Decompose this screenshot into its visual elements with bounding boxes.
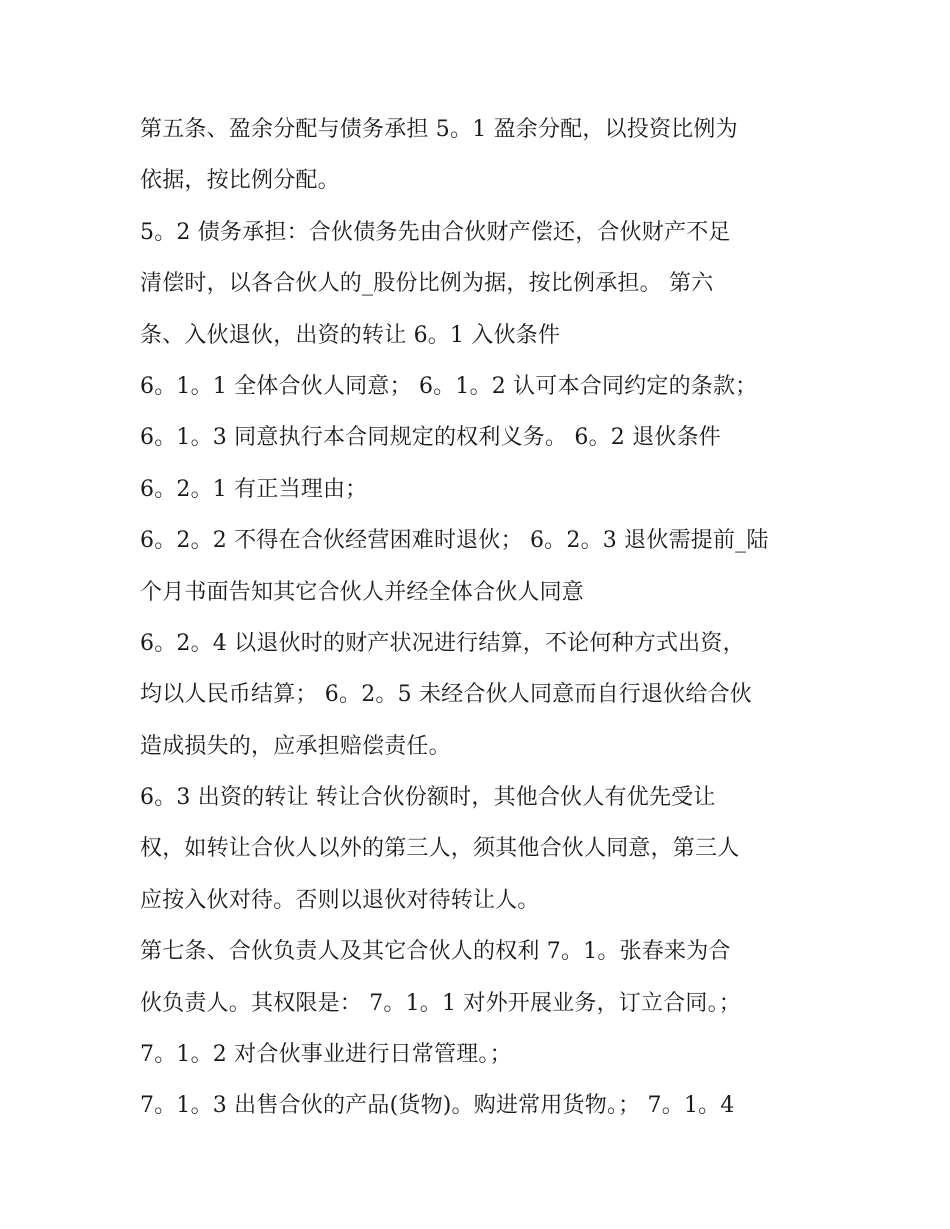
document-body bbox=[140, 104, 820, 1132]
text-line: 依据，按比例分配。 bbox=[140, 168, 340, 194]
text-line: 6。3 出资的转让 转让合伙份额时，其他合伙人有优先受让 bbox=[140, 785, 716, 811]
text-line: 造成损失的，应承担赔偿责任。 bbox=[140, 733, 451, 759]
text-line: 7。1。2 对合伙事业进行日常管理。； bbox=[140, 1042, 512, 1068]
text-line: 清偿时，以各合伙人的_股份比例为据，按比例承担。 第六 bbox=[140, 271, 714, 297]
text-line: 第七条、合伙负责人及其它合伙人的权利 7。1。张春来为合 bbox=[140, 939, 731, 965]
text-line: 5。2 债务承担：合伙债务先由合伙财产偿还，合伙财产不足 bbox=[140, 219, 731, 245]
text-line: 6。2。4 以退伙时的财产状况进行结算，不论何种方式出资， bbox=[140, 630, 745, 656]
text-line: 6。1。1 全体合伙人同意； 6。1。2 认可本合同约定的条款； bbox=[140, 373, 758, 399]
text-line: 条、入伙退伙，出资的转让 6。1 入伙条件 bbox=[140, 322, 561, 348]
text-line: 应按入伙对待。否则以退伙对待转让人。 bbox=[140, 887, 540, 913]
text-line: 权，如转让合伙人以外的第三人，须其他合伙人同意，第三人 bbox=[140, 836, 740, 862]
text-line: 个月书面告知其它合伙人并经全体合伙人同意 bbox=[140, 579, 585, 605]
text-line: 第五条、盈余分配与债务承担 5。1 盈余分配，以投资比例为 bbox=[140, 117, 738, 142]
text-line: 伙负责人。其权限是： 7。1。1 对外开展业务，订立合同。； bbox=[140, 990, 741, 1016]
text-line: 7。1。3 出售合伙的产品(货物)。购进常用货物。； 7。1。4 bbox=[140, 1093, 735, 1119]
text-line: 6。2。1 有正当理由； bbox=[140, 476, 368, 502]
text-line: 6。2。2 不得在合伙经营困难时退伙； 6。2。3 退伙需提前_陆 bbox=[140, 528, 769, 554]
text-line: 均以人民币结算； 6。2。5 未经合伙人同意而自行退伙给合伙 bbox=[140, 682, 752, 708]
text-line: 6。1。3 同意执行本合同规定的权利义务。 6。2 退伙条件 bbox=[140, 425, 721, 451]
